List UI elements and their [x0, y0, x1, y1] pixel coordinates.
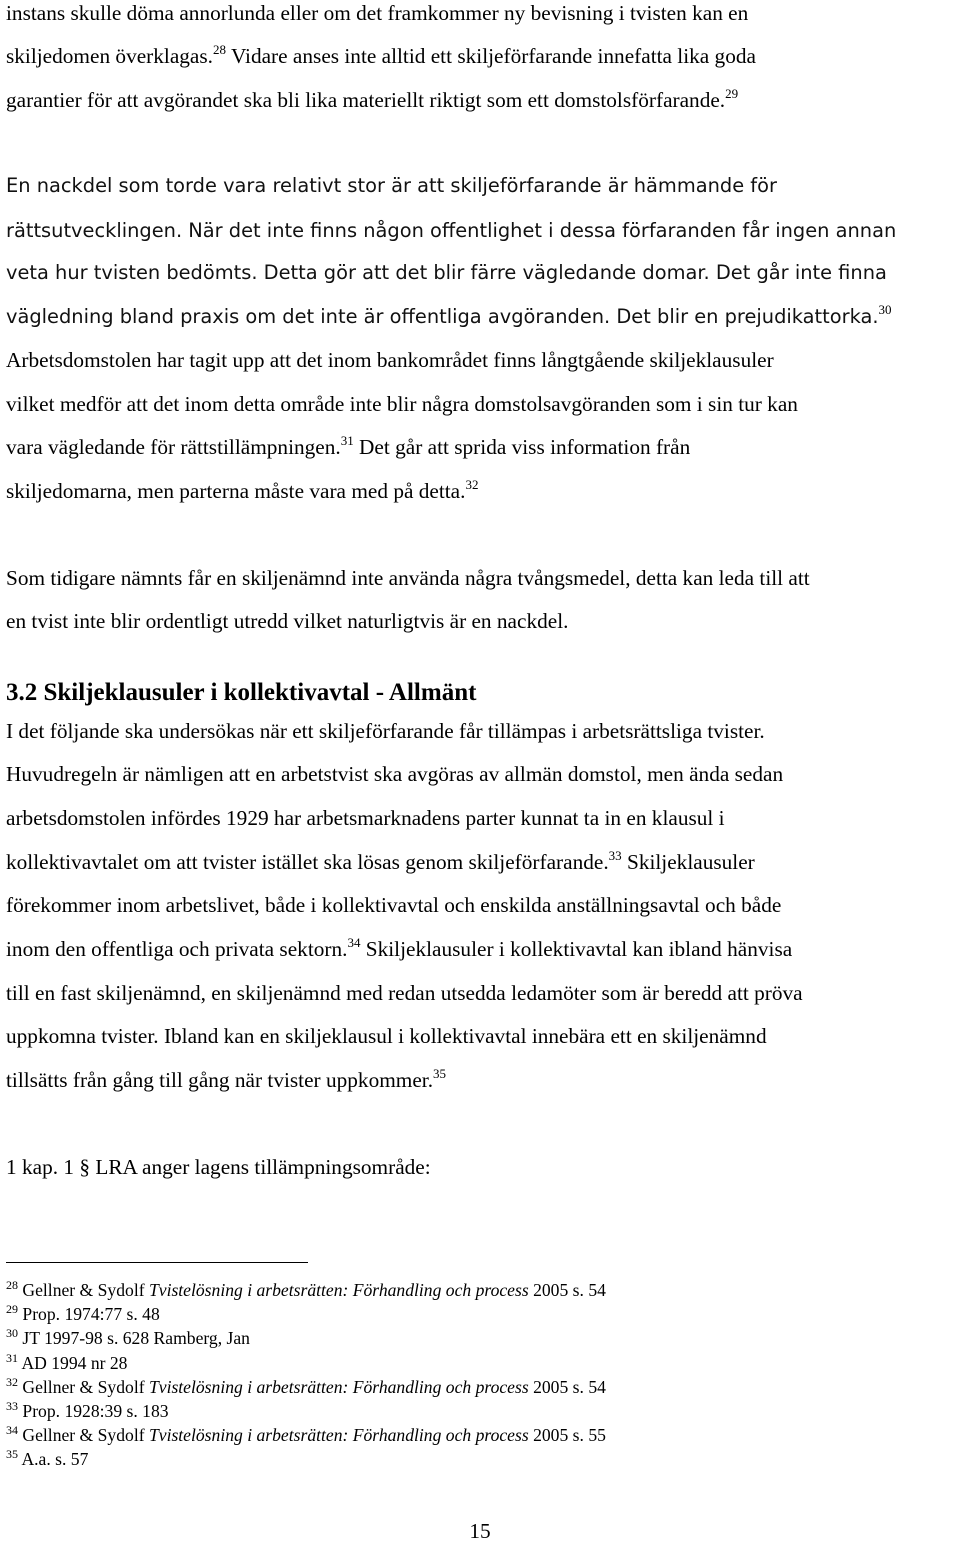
footnote-number: 33: [6, 1399, 18, 1413]
body-line: Huvudregeln är nämligen att en arbetstvist ska avgöras av allmän domstol, men ända sedan: [6, 762, 784, 786]
body-line: [6, 1067, 446, 1093]
footnote-number: 34: [6, 1423, 18, 1437]
footnote-number: 35: [6, 1447, 18, 1461]
body-line: instans skulle döma annorlunda eller om det framkommer ny bevisning i tvisten kan en: [6, 1, 749, 25]
text: Vidare anses inte alltid ett skiljeförfarande innefatta lika goda: [226, 44, 756, 68]
footnote-ref[interactable]: 32: [465, 477, 479, 492]
text: 2005 s. 54: [528, 1377, 606, 1397]
text: Gellner & Sydolf: [22, 1280, 149, 1300]
text: När det inte finns någon offentlighet i dessa förfaranden får ingen annan: [182, 219, 897, 242]
footnote-number: 31: [6, 1351, 18, 1365]
text: Skiljeklausuler: [621, 850, 755, 874]
footnote: [6, 1448, 88, 1470]
text: skiljedomarna, men parterna måste vara med på detta.: [6, 479, 466, 503]
text: kollektivavtalet om att tvister istället ska lösas genom skiljeförfarande.: [6, 850, 609, 874]
footnote: [6, 1279, 606, 1301]
text: Gellner & Sydolf: [22, 1377, 149, 1397]
footnote-ref[interactable]: 31: [340, 433, 354, 448]
text: JT 1997-98 s. 628 Ramberg, Jan: [22, 1328, 250, 1348]
section-heading: 3.2 Skiljeklausuler i kollektivavtal - Allmänt: [6, 679, 477, 706]
footnote-number: 28: [6, 1278, 18, 1292]
page-number: 15: [469, 1519, 491, 1543]
body-line: uppkomna tvister. Ibland kan en skiljeklausul i kollektivavtal innebära ett en skiljenämnd: [6, 1024, 767, 1048]
body-line: arbetsdomstolen infördes 1929 har arbetsmarknadens parter kunnat ta in en klausul i: [6, 806, 725, 830]
text: garantier för att avgörandet ska bli lika materiellt riktigt som ett domstolsförfarande.: [6, 88, 726, 112]
body-line: Som tidigare nämnts får en skiljenämnd inte använda några tvångsmedel, detta kan leda till att: [6, 566, 810, 590]
footnote-ref[interactable]: 34: [347, 935, 361, 950]
footnote: [6, 1327, 250, 1349]
body-line: [6, 303, 892, 330]
footnote: [6, 1400, 169, 1422]
text: Det går att sprida viss information från: [353, 435, 691, 459]
body-line: En nackdel som torde vara relativt stor är att skiljeförfarande är hämmande för: [6, 174, 777, 197]
body-line: veta hur tvisten bedömts. Detta gör att det blir färre vägledande domar. Det går inte finna: [6, 261, 887, 284]
body-line: Arbetsdomstolen har tagit upp att det inom bankområdet finns långtgående skiljeklausuler: [6, 348, 774, 372]
body-line: [6, 434, 690, 460]
footnote-ref[interactable]: 33: [608, 848, 622, 863]
body-line: en tvist inte blir ordentligt utredd vilket naturligtvis är en nackdel.: [6, 609, 569, 633]
text: Skiljeklausuler i kollektivavtal kan ibland hänvisa: [360, 937, 793, 961]
text: vara vägledande för rättstillämpningen.: [6, 435, 341, 459]
text: Tvistelösning i arbetsrätten: Förhandling och process: [148, 1280, 529, 1300]
text: 2005 s. 54: [528, 1280, 606, 1300]
footnote: [6, 1376, 606, 1398]
footnote: [6, 1352, 127, 1374]
footnote-ref[interactable]: 35: [433, 1066, 447, 1081]
text: inom den offentliga och privata sektorn.: [6, 937, 348, 961]
text: A.a. s. 57: [21, 1449, 89, 1469]
text: 2005 s. 55: [528, 1425, 606, 1445]
body-line: [6, 936, 792, 962]
text: rättsutvecklingen.: [6, 219, 183, 242]
text: vägledning bland praxis om det inte är offentliga avgöranden. Det blir en prejudikattorka.: [6, 305, 879, 328]
footnote-number: 30: [6, 1326, 18, 1340]
body-line: [6, 849, 755, 875]
footnote: [6, 1424, 606, 1446]
body-line: 1 kap. 1 § LRA anger lagens tillämpningsområde:: [6, 1155, 431, 1179]
text: Gellner & Sydolf: [22, 1425, 149, 1445]
text: Tvistelösning i arbetsrätten: Förhandling och process: [148, 1425, 529, 1445]
text: Prop. 1928:39 s. 183: [22, 1401, 169, 1421]
text: tillsätts från gång till gång när tvister uppkommer.: [6, 1068, 434, 1092]
footnote-ref[interactable]: 29: [725, 86, 739, 101]
text: Tvistelösning i arbetsrätten: Förhandling och process: [148, 1377, 529, 1397]
body-line: till en fast skiljenämnd, en skiljenämnd med redan utsedda ledamöter som är beredd att pröva: [6, 981, 803, 1005]
text: AD 1994 nr 28: [21, 1353, 128, 1373]
footnote-separator: [6, 1262, 308, 1263]
footnote: [6, 1303, 160, 1325]
footnote-ref[interactable]: 28: [213, 42, 226, 57]
body-line: förekommer inom arbetslivet, både i kollektivavtal och enskilda anställningsavtal och både: [6, 893, 782, 917]
body-line: [6, 478, 478, 504]
body-line: vilket medför att det inom detta område inte blir några domstolsavgöranden som i sin tur kan: [6, 392, 798, 416]
body-line: [6, 87, 738, 113]
body-line: I det följande ska undersökas när ett skiljeförfarande får tillämpas i arbetsrättsliga tvister.: [6, 719, 765, 743]
footnote-number: 32: [6, 1375, 18, 1389]
footnote-number: 29: [6, 1302, 18, 1316]
body-line: [6, 43, 756, 69]
body-line: [6, 217, 896, 244]
footnote-ref[interactable]: 30: [878, 302, 892, 317]
text: skiljedomen överklagas.: [6, 44, 213, 68]
text: Prop. 1974:77 s. 48: [22, 1304, 160, 1324]
